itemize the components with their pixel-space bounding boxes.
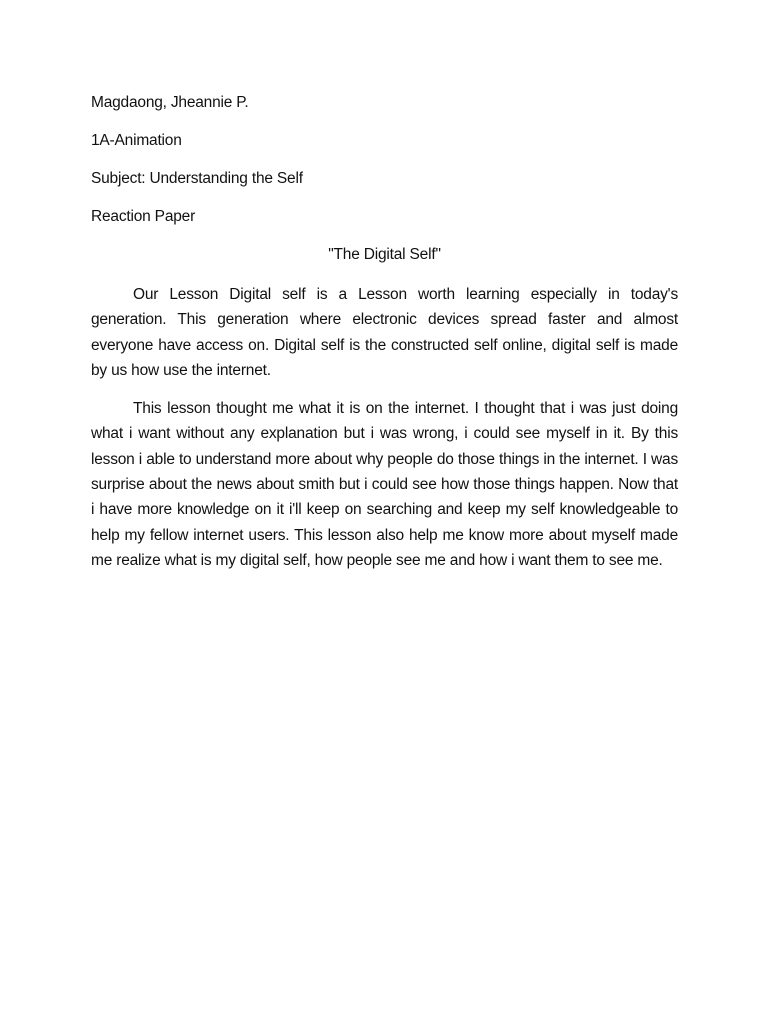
paragraph-1: Our Lesson Digital self is a Lesson worth learning especially in today's generation. This generation where electronic devices spread faster and almost everyone have access on. Digital self is the constructed self online, digital self is made by us how use the internet. xyxy=(91,286,678,379)
document-body xyxy=(91,92,678,586)
author-name: Magdaong, Jheannie P. xyxy=(91,94,249,111)
subject-label: Subject: Understanding the Self xyxy=(91,170,303,187)
document-type: Reaction Paper xyxy=(91,208,196,225)
document-title: "The Digital Self" xyxy=(328,246,441,263)
section-label: 1A-Animation xyxy=(91,132,182,149)
paragraph-2: This lesson thought me what it is on the internet. I thought that i was just doing what i want without any explanation but i was wrong, i could see myself in it. By this lesson i able to understand more about why people do those things in the internet. I was surprise about the news about smith but i could see how those things happen. Now that i have more knowledge on it i'll keep on searching and keep my self knowledgeable to help my fellow internet users. This lesson also help me know more about myself made me realize what is my digital self, how people see me and how i want them to see me. xyxy=(91,400,678,569)
